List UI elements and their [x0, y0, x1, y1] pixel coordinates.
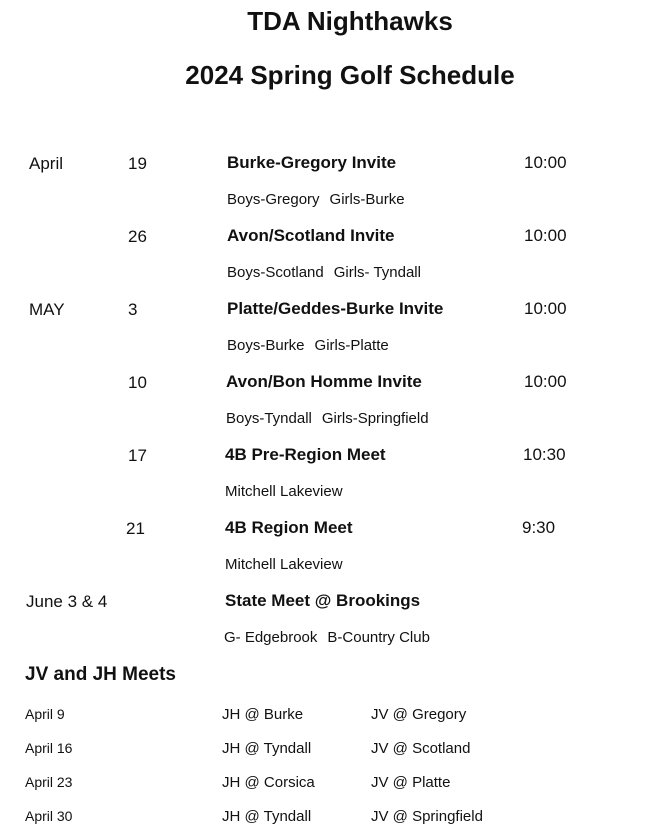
event-detail-girls: Girls-Platte — [314, 337, 389, 354]
team-title: TDA Nighthawks — [247, 6, 453, 36]
event-day: 17 — [128, 446, 147, 465]
event-detail-boys: Boys-Gregory — [227, 191, 320, 208]
event-month: June 3 & 4 — [26, 592, 108, 611]
event-details — [226, 410, 429, 427]
event-time: 10:00 — [524, 153, 567, 172]
event-day: 19 — [128, 154, 147, 173]
jv-meet: JV @ Gregory — [371, 706, 467, 723]
event-month: April — [29, 154, 64, 173]
event-detail-boys: Boys-Scotland — [227, 264, 324, 281]
event-time: 10:00 — [524, 299, 567, 318]
event-name: Burke-Gregory Invite — [227, 153, 397, 172]
event-day: 3 — [128, 300, 138, 319]
event-details — [227, 337, 389, 354]
event-details — [227, 264, 421, 281]
event-name: Avon/Bon Homme Invite — [226, 372, 422, 391]
event-name: 4B Pre-Region Meet — [225, 445, 386, 464]
event-details — [225, 483, 343, 500]
jv-date: April 23 — [25, 774, 73, 790]
jv-date: April 9 — [25, 706, 65, 722]
jv-jh-heading: JV and JH Meets — [25, 664, 176, 685]
jv-date: April 16 — [25, 740, 73, 756]
event-time: 10:30 — [523, 445, 566, 464]
jv-meet: JV @ Platte — [371, 774, 451, 791]
event-detail-location: Mitchell Lakeview — [225, 483, 343, 500]
event-day: 21 — [126, 519, 145, 538]
jv-meet: JV @ Scotland — [371, 740, 471, 757]
jh-meet: JH @ Burke — [222, 706, 304, 723]
event-detail-boys: Boys-Tyndall — [226, 410, 312, 427]
event-detail-girls: G- Edgebrook — [224, 629, 318, 646]
schedule-title: 2024 Spring Golf Schedule — [185, 60, 515, 90]
event-details — [225, 556, 343, 573]
event-name: State Meet @ Brookings — [225, 591, 421, 610]
event-detail-boys: B-Country Club — [327, 629, 430, 646]
jh-meet: JH @ Tyndall — [222, 740, 312, 757]
event-day: 10 — [128, 373, 147, 392]
event-time: 10:00 — [524, 372, 567, 391]
jh-meet: JH @ Tyndall — [222, 808, 312, 825]
jv-meet: JV @ Springfield — [371, 808, 483, 825]
event-detail-location: Mitchell Lakeview — [225, 556, 343, 573]
jh-meet: JH @ Corsica — [222, 774, 315, 791]
event-time: 9:30 — [522, 518, 556, 537]
jv-date: April 30 — [25, 808, 73, 824]
event-time: 10:00 — [524, 226, 567, 245]
event-detail-girls: Girls- Tyndall — [333, 264, 421, 281]
event-details — [227, 191, 405, 208]
event-day: 26 — [128, 227, 147, 246]
event-detail-girls: Girls-Burke — [329, 191, 405, 208]
event-detail-girls: Girls-Springfield — [321, 410, 429, 427]
event-detail-boys: Boys-Burke — [227, 337, 305, 354]
event-name: 4B Region Meet — [225, 518, 353, 537]
event-name: Avon/Scotland Invite — [227, 226, 395, 245]
event-month: MAY — [29, 300, 65, 319]
event-details — [224, 629, 430, 646]
event-name: Platte/Geddes-Burke Invite — [227, 299, 444, 318]
